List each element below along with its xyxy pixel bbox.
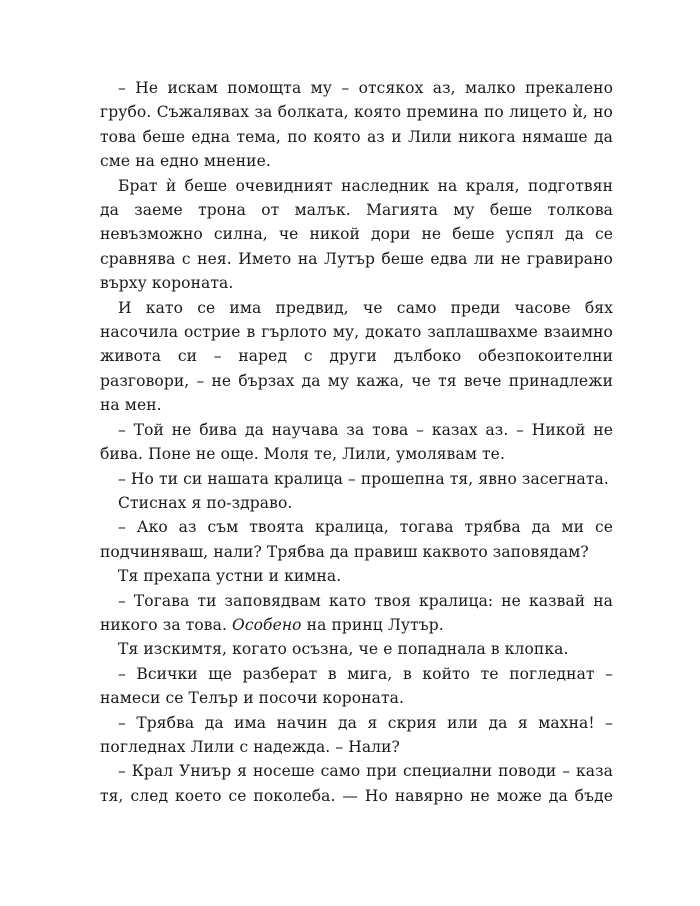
paragraph-9-end: на принц Лутър. [301, 615, 444, 634]
paragraph-4: – Той не бива да научава за това – казах аз. – Никой не бива. Поне не още. Моля те, Лили, умолявам те. [100, 420, 613, 464]
paragraph-11: – Всички ще разберат в мига, в който те погледнат – намеси се Телър и посочи короната. [100, 664, 613, 708]
paragraph-13: – Крал Униър я носеше само при специални поводи – каза тя, след което се поколеба. — Но навярно не може да бъде [100, 762, 613, 805]
paragraph-10: Тя изскимтя, когато осъзна, че е попаднала в клопка. [118, 640, 569, 659]
paragraph-2: Брат ѝ беше очевидният наследник на краля, подготвян да заеме трона от малък. Магията му беше толкова невъзможно силна, че никой дори не беше успял да се сравнява с нея. Името на Лутър беше едва ли не гравирано върху короната. [100, 176, 613, 293]
paragraph-6: Стиснах я по-здраво. [118, 493, 293, 512]
emphasis-text: Особено [232, 615, 302, 634]
paragraph-8: Тя прехапа устни и кимна. [118, 567, 342, 586]
paragraph-5: – Но ти си нашата кралица – прошепна тя, явно засегната. [118, 469, 609, 488]
paragraph-1: – Не искам помощта му – отсякох аз, малко прекалено грубо. Съжалявах за болката, която премина по лицето ѝ, но това беше една тема, по която аз и Лили никога нямаше да сме на едно мнение. [100, 79, 613, 171]
paragraph-9-start: – Тогава ти заповядвам като твоя кралица: не казвай на никого за това. [100, 591, 613, 634]
paragraph-12: – Трябва да има начин да я скрия или да я махна! – погледнах Лили с надежда. – Нали? [100, 713, 613, 756]
paragraph-9 [100, 589, 613, 638]
paragraph-3: И като се има предвид, че само преди часове бях насочила острие в гърлото му, докато заплашвахме взаимно живота си – наред с други дълбоко обезпокоителни разговори, – не бързах да му кажа, че тя вече принадлежи на мен. [100, 298, 613, 415]
body-text [100, 76, 613, 808]
paragraph-7: – Ако аз съм твоята кралица, тогава трябва да ми се подчиняваш, нали? Трябва да правиш каквото заповядам? [100, 518, 613, 561]
